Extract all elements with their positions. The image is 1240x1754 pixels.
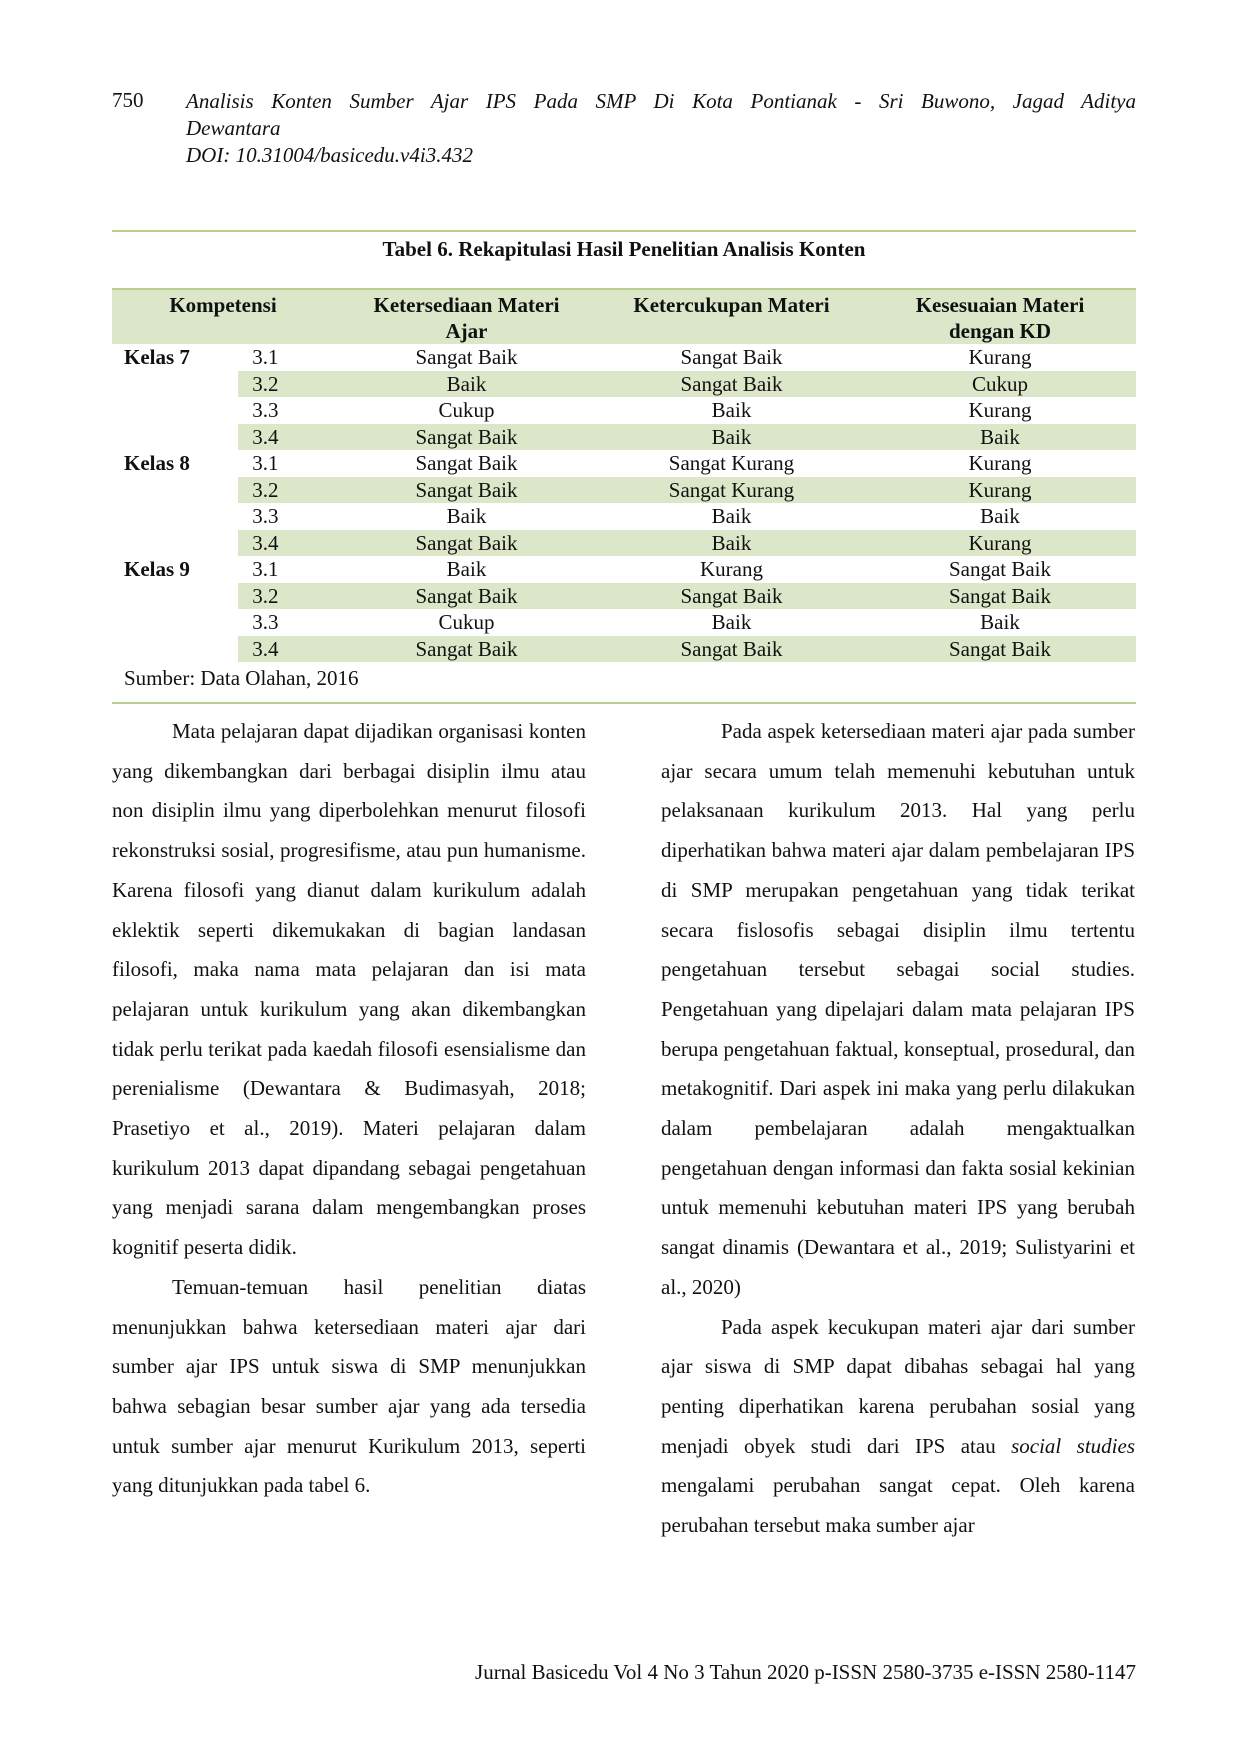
cell-ketersediaan: Sangat Baik — [334, 530, 599, 557]
cell-ketersediaan: Sangat Baik — [415, 345, 518, 370]
cell-ketersediaan: Cukup — [438, 610, 495, 635]
cell-kelas — [112, 503, 238, 530]
table-row — [112, 450, 1136, 477]
cell-kesesuaian: Baik — [864, 424, 1136, 451]
table-row — [112, 609, 1136, 636]
right-column — [661, 712, 1135, 1546]
cell-kesesuaian: Kurang — [968, 398, 1032, 423]
running-title-line1: Analisis Konten Sumber Ajar IPS Pada SMP Di Kota Pontianak - Sri Buwono, Jagad Aditya — [186, 89, 1136, 113]
cell-kd: 3.1 — [252, 345, 279, 370]
cell-ketercukupan: Sangat Baik — [680, 345, 783, 370]
cell-kd: 3.4 — [238, 530, 334, 557]
cell-kd: 3.4 — [238, 636, 334, 663]
cell-kelas — [112, 530, 238, 557]
table-source: Sumber: Data Olahan, 2016 — [124, 666, 359, 690]
page-number: 750 — [112, 88, 144, 112]
cell-ketercukupan: Baik — [711, 398, 752, 423]
cell-kd: 3.2 — [238, 583, 334, 610]
cell-kd: 3.1 — [252, 557, 279, 582]
table-row — [112, 344, 1136, 371]
table-row — [112, 397, 1136, 424]
cell-kesesuaian: Kurang — [864, 530, 1136, 557]
header-ketersediaan-line2: Ajar — [445, 319, 488, 343]
header-kesesuaian-line1: Kesesuaian Materi — [915, 293, 1085, 317]
header-kesesuaian-line2: dengan KD — [948, 319, 1052, 343]
cell-kd: 3.3 — [252, 398, 279, 423]
header-ketercukupan: Ketercukupan Materi — [599, 289, 864, 344]
cell-ketercukupan: Baik — [711, 610, 752, 635]
cell-ketercukupan: Baik — [711, 504, 752, 529]
cell-kesesuaian: Baik — [980, 610, 1020, 635]
cell-kelas: Kelas 8 — [124, 451, 190, 476]
cell-kesesuaian: Kurang — [968, 345, 1032, 370]
cell-ketercukupan: Sangat Baik — [599, 583, 864, 610]
cell-kd: 3.3 — [252, 610, 279, 635]
cell-ketersediaan: Baik — [446, 557, 487, 582]
table-row — [112, 636, 1136, 663]
left-paragraph-2: Temuan-temuan hasil penelitian diatas menunjukkan bahwa ketersediaan materi ajar dari sumber ajar IPS untuk siswa di SMP menunjukkan bahwa sebagian besar sumber ajar yang ada tersedia untuk sumber ajar menurut Kurikulum 2013, seperti yang ditunjukkan pada tabel 6. — [112, 1274, 586, 1498]
left-paragraph-1: Mata pelajaran dapat dijadikan organisasi konten yang dikembangkan dari berbagai disiplin ilmu atau non disiplin ilmu yang diperbolehkan menurut filosofi rekonstruksi sosial, progresifisme, atau pun humanisme. Karena filosofi yang dianut dalam kurikulum adalah eklektik seperti dikemukakan di bagian landasan filosofi, maka nama mata pelajaran dan isi mata pelajaran untuk kurikulum yang akan dikembangkan tidak perlu terikat pada kaedah filosofi esensialisme dan perenialisme (Dewantara & Budimasyah, 2018; Prasetiyo et al., 2019). Materi pelajaran dalam kurikulum 2013 dapat dipandang sebagai pengetahuan yang menjadi sarana dalam mengembangkan proses kognitif peserta didik. — [112, 719, 586, 1260]
cell-kelas — [112, 636, 238, 663]
right-paragraph-2-after: mengalami perubahan sangat cepat. Oleh karena perubahan tersebut maka sumber ajar — [661, 1473, 1135, 1538]
cell-kelas — [112, 424, 238, 451]
cell-ketersediaan: Cukup — [438, 398, 495, 423]
results-table-block — [112, 230, 1136, 704]
cell-ketercukupan: Baik — [599, 424, 864, 451]
cell-ketersediaan: Sangat Baik — [334, 636, 599, 663]
table-row — [112, 556, 1136, 583]
cell-kelas — [112, 609, 238, 636]
cell-kesesuaian: Kurang — [968, 451, 1032, 476]
cell-ketercukupan: Sangat Baik — [599, 636, 864, 663]
table-caption: Tabel 6. Rekapitulasi Hasil Penelitian Analisis Konten — [382, 237, 866, 261]
cell-kelas — [112, 397, 238, 424]
cell-ketersediaan: Sangat Baik — [334, 424, 599, 451]
header-ketersediaan-line1: Ketersediaan Materi — [373, 293, 560, 317]
cell-kelas — [112, 371, 238, 398]
header-ketersediaan — [334, 289, 599, 344]
table-row — [112, 530, 1136, 557]
cell-ketersediaan: Sangat Baik — [334, 583, 599, 610]
cell-kd: 3.2 — [238, 477, 334, 504]
table-bottom-rule — [112, 702, 1136, 704]
cell-ketersediaan: Baik — [334, 371, 599, 398]
cell-kesesuaian: Baik — [980, 504, 1020, 529]
cell-ketersediaan: Sangat Baik — [334, 477, 599, 504]
cell-kd: 3.1 — [252, 451, 279, 476]
table-row — [112, 503, 1136, 530]
header-kompetensi: Kompetensi — [112, 289, 334, 344]
table-row — [112, 583, 1136, 610]
left-column — [112, 712, 586, 1506]
cell-ketercukupan: Sangat Baik — [599, 371, 864, 398]
right-paragraph-2-before: Pada aspek kecukupan materi ajar dari sumber ajar siswa di SMP dapat dibahas sebagai hal yang penting diperhatikan karena perubahan sosial yang menjadi obyek studi dari IPS atau — [661, 1314, 1135, 1458]
table-row — [112, 424, 1136, 451]
cell-kd: 3.4 — [238, 424, 334, 451]
cell-kesesuaian: Kurang — [864, 477, 1136, 504]
cell-ketercukupan: Sangat Kurang — [599, 477, 864, 504]
cell-ketersediaan: Baik — [446, 504, 487, 529]
cell-kelas: Kelas 7 — [124, 345, 190, 370]
cell-kesesuaian: Cukup — [864, 371, 1136, 398]
doi: DOI: 10.31004/basicedu.v4i3.432 — [186, 143, 473, 167]
cell-kelas: Kelas 9 — [124, 557, 190, 582]
cell-ketercukupan: Sangat Kurang — [668, 451, 795, 476]
running-title-line2: Dewantara — [186, 116, 281, 140]
right-paragraph-2 — [661, 1308, 1135, 1546]
header-kesesuaian — [864, 289, 1136, 344]
cell-kelas — [112, 583, 238, 610]
cell-kd: 3.2 — [238, 371, 334, 398]
cell-kesesuaian: Sangat Baik — [864, 636, 1136, 663]
table-body — [112, 344, 1136, 662]
results-table — [112, 288, 1136, 662]
cell-ketersediaan: Sangat Baik — [415, 451, 518, 476]
running-title — [186, 88, 1136, 169]
table-row — [112, 477, 1136, 504]
journal-footer: Jurnal Basicedu Vol 4 No 3 Tahun 2020 p-ISSN 2580-3735 e-ISSN 2580-1147 — [475, 1660, 1136, 1684]
table-header-row — [112, 289, 1136, 344]
right-paragraph-1: Pada aspek ketersediaan materi ajar pada sumber ajar secara umum telah memenuhi kebutuhan untuk pelaksanaan kurikulum 2013. Hal yang perlu diperhatikan bahwa materi ajar dalam pembelajaran IPS di SMP merupakan pengetahuan yang tidak terikat secara fislosofis sebagai disiplin ilmu tertentu pengetahuan tersebut sebagai social studies. Pengetahuan yang dipelajari dalam mata pelajaran IPS berupa pengetahuan faktual, konseptual, prosedural, dan metakognitif. Dari aspek ini maka yang perlu dilakukan dalam pembelajaran adalah mengaktualkan pengetahuan dengan informasi dan fakta sosial kekinian untuk memenuhi kebutuhan materi IPS yang berubah sangat dinamis (Dewantara et al., 2019; Sulistyarini et al., 2020) — [661, 719, 1135, 1299]
cell-ketercukupan: Baik — [599, 530, 864, 557]
cell-kd: 3.3 — [252, 504, 279, 529]
table-row — [112, 371, 1136, 398]
cell-kesesuaian: Sangat Baik — [864, 583, 1136, 610]
social-studies-term: social studies — [1011, 1433, 1135, 1458]
cell-ketercukupan: Kurang — [700, 557, 763, 582]
cell-kesesuaian: Sangat Baik — [948, 557, 1052, 582]
cell-kelas — [112, 477, 238, 504]
